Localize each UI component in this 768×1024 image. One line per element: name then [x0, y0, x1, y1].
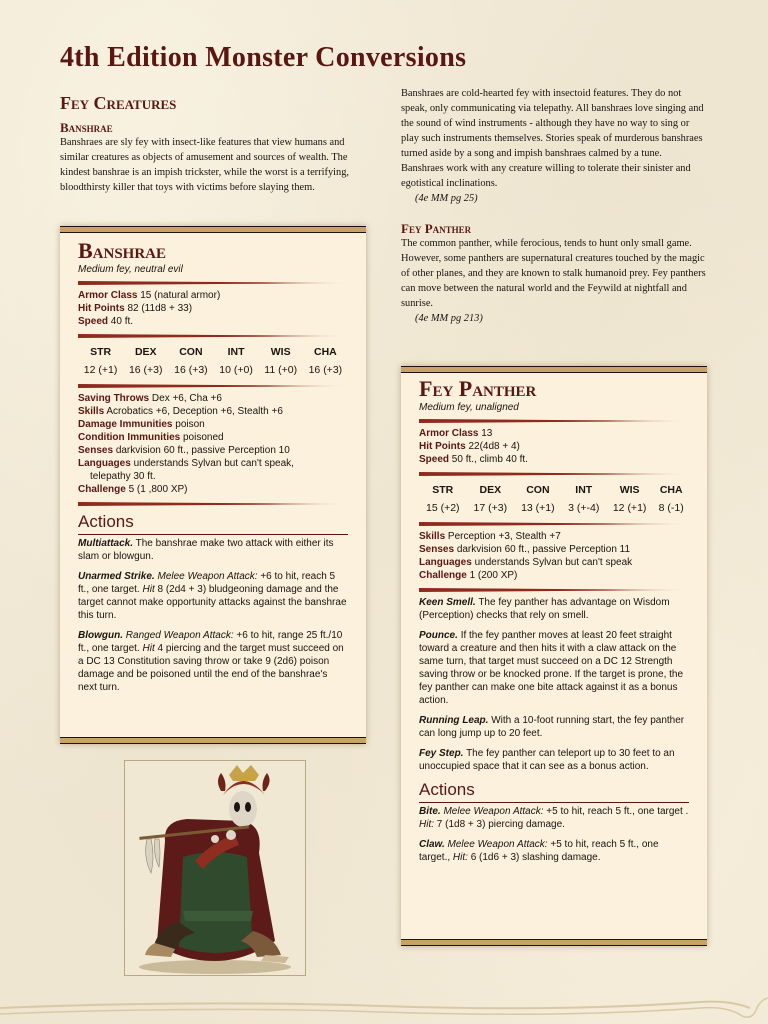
ability-header: CON — [526, 484, 550, 496]
languages: Languages understands Sylvan but can't speak, — [78, 458, 294, 469]
ability-value: 13 (+1) — [521, 502, 555, 514]
challenge: Challenge 5 (1 ,800 XP) — [78, 484, 188, 495]
hit-points: Hit Points 82 (11d8 + 33) — [78, 303, 193, 314]
banshrae-lore: Banshraes are cold-hearted fey with insectoid features. They do not speak, only communicating via telepathy. All banshraes love singing and the sound of wind instruments - although they have no way to sing or play such instruments themselves. Stories speak of murderous banshraes turned aside by a song and impish banshraes calmed by a tune. Banshraes work with any creature willing to tolerate their sinister and egotistical inclinations. — [401, 88, 704, 189]
ability-value: 11 (+0) — [264, 364, 298, 376]
ability-value: 3 (+-4) — [568, 502, 600, 514]
banshrae-stat-block — [60, 226, 366, 744]
ability-value: 8 (-1) — [658, 502, 684, 514]
armor-class: Armor Class 13 — [419, 428, 493, 439]
stat-block-type: Medium fey, neutral evil — [78, 264, 183, 275]
languages: Languages understands Sylvan but can't speak — [419, 557, 633, 568]
ability-header: DEX — [134, 346, 157, 358]
hit-points: Hit Points 22(4d8 + 4) — [419, 441, 520, 452]
ability-value: 12 (+1) — [83, 364, 118, 376]
action-claw: Claw. Melee Weapon Attack: +5 to hit, reach 5 ft., one target., Hit: 6 (1d6 + 3) slashing damage. — [419, 839, 659, 863]
ability-header: CHA — [314, 346, 337, 358]
condition-immunities: Condition Immunities poisoned — [78, 432, 224, 443]
trait-pounce: Pounce. If the fey panther moves at least 20 feet straight toward a creature and then hits it with a claw attack on the same turn, that target must succeed on a DC 12 Strength saving throw or be knocked prone. If the target is prone, the fey panther can make one bite attack against it as a bonus action. — [419, 630, 684, 706]
ability-value: 15 (+2) — [425, 502, 460, 514]
stat-block-name: Banshrae — [78, 238, 167, 263]
banshrae-figure-icon — [125, 761, 305, 975]
languages-continued: telepathy 30 ft. — [90, 471, 156, 482]
ability-header: CHA — [659, 484, 683, 496]
footer-flourish-icon — [0, 986, 768, 1024]
banshrae-heading: Banshrae — [60, 120, 113, 135]
action-blowgun: Blowgun. Ranged Weapon Attack: +6 to hit, range 25 ft./10 ft., one target. Hit 4 piercing and the target must succeed on a DC 13 Constitution saving throw or take 9 (2d6) poison damage and be poisoned until the end of the banshrae's next turn. — [78, 630, 344, 693]
ability-value: 16 (+3) — [308, 364, 343, 376]
banshrae-illustration — [124, 760, 306, 976]
ability-header: STR — [432, 484, 454, 496]
speed: Speed 40 ft. — [78, 316, 134, 327]
ability-header: CON — [179, 346, 203, 358]
trait-fey-step: Fey Step. The fey panther can teleport up to 30 feet to an unoccupied space that it can see as a bonus action. — [419, 748, 675, 772]
trait-keen-smell: Keen Smell. The fey panther has advantage on Wisdom (Perception) checks that rely on smell. — [419, 597, 670, 621]
ability-header: INT — [575, 484, 593, 496]
stat-block-top-bar — [60, 226, 366, 233]
actions-heading: Actions — [78, 512, 348, 535]
armor-class: Armor Class 15 (natural armor) — [78, 290, 221, 301]
right-intro — [401, 86, 707, 326]
page-title: 4th Edition Monster Conversions — [60, 42, 467, 73]
divider — [419, 588, 689, 592]
divider — [419, 472, 689, 476]
skills: Skills Acrobatics +6, Deception +6, Stealth +6 — [78, 406, 283, 417]
ability-value: 16 (+3) — [128, 364, 163, 376]
ability-value: 10 (+0) — [219, 364, 253, 376]
fey-panther-description: The common panther, while ferocious, tends to hunt only small game. However, some panthers are supernatural creatures touched by the magic of other planes, and they are known to stalk humanoid prey. Fey panthers can move between the natural world and the Feywild at nightfall and sunrise. — [401, 238, 706, 309]
divider — [419, 419, 689, 423]
trait-multiattack: Multiattack. The banshrae make two attack with either its slam or blowgun. — [78, 538, 334, 562]
ability-scores — [419, 484, 689, 514]
divider — [78, 281, 348, 285]
challenge: Challenge 1 (200 XP) — [419, 570, 518, 581]
stat-block-name: Fey Panther — [419, 376, 537, 401]
ability-scores — [78, 346, 348, 376]
speed: Speed 50 ft., climb 40 ft. — [419, 454, 528, 465]
ability-header: STR — [90, 346, 112, 358]
ability-header: WIS — [619, 484, 640, 496]
divider — [78, 334, 348, 338]
ability-value: 12 (+1) — [612, 502, 647, 514]
section-heading: Fey Creatures — [60, 93, 177, 113]
divider — [419, 522, 689, 526]
action-bite: Bite. Melee Weapon Attack: +5 to hit, reach 5 ft., one target . Hit: 7 (1d8 + 3) piercing damage. — [419, 806, 689, 830]
damage-immunities: Damage Immunities poison — [78, 419, 205, 430]
skills: Skills Perception +3, Stealth +7 — [419, 531, 561, 542]
ability-value: 16 (+3) — [174, 364, 208, 376]
ability-header: DEX — [479, 484, 502, 496]
senses: Senses darkvision 60 ft., passive Perception 11 — [419, 544, 631, 555]
senses: Senses darkvision 60 ft., passive Perception 10 — [78, 445, 290, 456]
divider — [78, 502, 348, 506]
banshrae-description: Banshraes are sly fey with insect-like features that view humans and similar creatures as objects of amusement and sources of wealth. The kindest banshrae is an impish trickster, while the worst is a terrifying, bloodthirsty killer that toys with victims before slaying them. — [60, 137, 350, 193]
ability-value: 17 (+3) — [473, 502, 508, 514]
left-intro — [60, 92, 372, 195]
stat-block-bottom-bar — [60, 737, 366, 744]
stat-block-top-bar — [401, 366, 707, 373]
fey-panther-stat-block — [401, 366, 707, 946]
ability-header: INT — [227, 346, 245, 358]
stat-block-type: Medium fey, unaligned — [419, 402, 519, 413]
fey-panther-heading: Fey Panther — [401, 221, 472, 236]
action-unarmed-strike: Unarmed Strike. Melee Weapon Attack: +6 to hit, reach 5 ft., one target. Hit 8 (2d4 + 3) bludgeoning damage and the target cannot make opportunity attacks against the banshrae this turn. — [78, 571, 347, 621]
trait-running-leap: Running Leap. With a 10-foot running start, the fey panther can long jump up to 20 feet. — [419, 715, 685, 739]
banshrae-citation: (4e MM pg 25) — [415, 193, 478, 204]
saving-throws: Saving Throws Dex +6, Cha +6 — [78, 393, 222, 404]
actions-heading: Actions — [419, 780, 689, 803]
stat-block-bottom-bar — [401, 939, 707, 946]
fey-panther-citation: (4e MM pg 213) — [415, 313, 483, 324]
ability-header: WIS — [270, 346, 291, 358]
divider — [78, 384, 348, 388]
